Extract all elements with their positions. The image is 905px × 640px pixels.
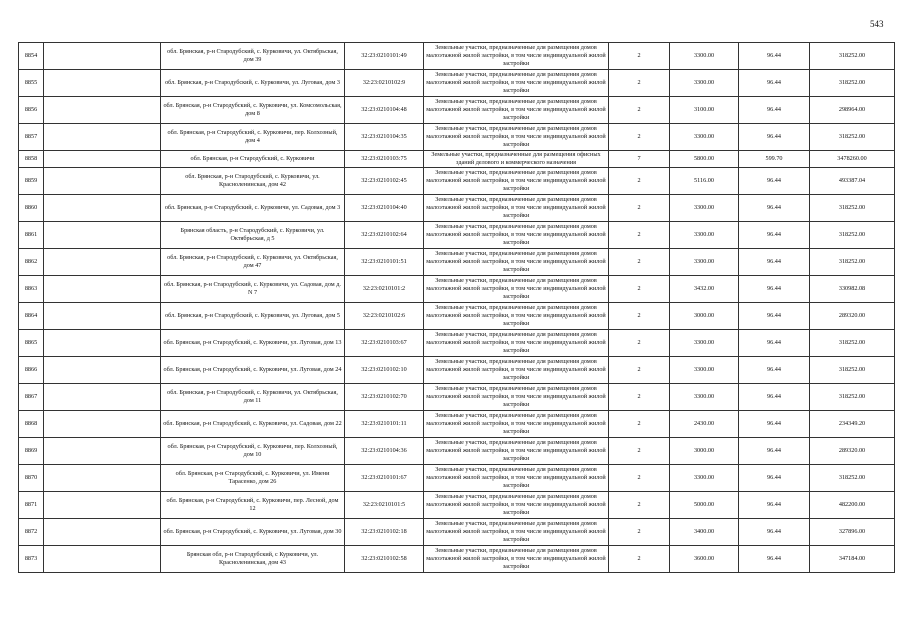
use-category-cell: 2	[609, 411, 670, 438]
permitted-use-cell: Земельные участки, предназначенные для размещения домов малоэтажной жилой застройки, в том числе индивидуальной жилой застройки	[424, 195, 609, 222]
address-cell: обл. Брянская, р-н Стародубский, с. Курковичи, пер. Лесной, дом 12	[161, 492, 345, 519]
specific-value-cell: 96.44	[739, 492, 810, 519]
address-cell: обл. Брянская, р-н Стародубский, с. Курковичи, ул. Луговая, дом 24	[161, 357, 345, 384]
row-number: 8866	[19, 357, 44, 384]
row-number: 8857	[19, 124, 44, 151]
address-cell: обл. Брянская, р-н Стародубский, с. Курковичи, пер. Колхозный, дом 10	[161, 438, 345, 465]
permitted-use-cell: Земельные участки, предназначенные для размещения домов малоэтажной жилой застройки, в том числе индивидуальной жилой застройки	[424, 43, 609, 70]
empty-cell	[44, 465, 161, 492]
permitted-use-cell: Земельные участки, предназначенные для размещения домов малоэтажной жилой застройки, в том числе индивидуальной жилой застройки	[424, 249, 609, 276]
cadastral-value-cell: 482200.00	[810, 492, 895, 519]
cadastral-number-cell: 32:23:0210102:6	[345, 303, 424, 330]
row-number: 8856	[19, 97, 44, 124]
area-cell: 3100.00	[670, 97, 739, 124]
permitted-use-cell: Земельные участки, предназначенные для размещения домов малоэтажной жилой застройки, в том числе индивидуальной жилой застройки	[424, 124, 609, 151]
empty-cell	[44, 124, 161, 151]
area-cell: 3300.00	[670, 465, 739, 492]
empty-cell	[44, 276, 161, 303]
use-category-cell: 2	[609, 249, 670, 276]
row-number: 8869	[19, 438, 44, 465]
empty-cell	[44, 195, 161, 222]
area-cell: 3300.00	[670, 249, 739, 276]
cadastral-value-cell: 289320.00	[810, 438, 895, 465]
table-row	[19, 438, 895, 465]
row-number: 8864	[19, 303, 44, 330]
use-category-cell: 2	[609, 195, 670, 222]
table-row	[19, 222, 895, 249]
specific-value-cell: 96.44	[739, 276, 810, 303]
land-registry-table	[18, 42, 895, 573]
specific-value-cell: 96.44	[739, 438, 810, 465]
table-row	[19, 195, 895, 222]
address-cell: обл. Брянская, р-н Стародубский, с. Курковичи, ул. Луговая, дом 30	[161, 519, 345, 546]
cadastral-number-cell: 32:23:0210103:67	[345, 330, 424, 357]
use-category-cell: 2	[609, 519, 670, 546]
use-category-cell: 2	[609, 43, 670, 70]
registry-table-body	[19, 43, 895, 573]
row-number: 8873	[19, 546, 44, 573]
use-category-cell: 2	[609, 357, 670, 384]
table-row	[19, 330, 895, 357]
row-number: 8867	[19, 384, 44, 411]
cadastral-value-cell: 327896.00	[810, 519, 895, 546]
area-cell: 2430.00	[670, 411, 739, 438]
area-cell: 3000.00	[670, 438, 739, 465]
use-category-cell: 2	[609, 492, 670, 519]
cadastral-number-cell: 32:23:0210104:35	[345, 124, 424, 151]
address-cell: обл. Брянская, р-н Стародубский, с. Курковичи, ул. Комсомольская, дом 8	[161, 97, 345, 124]
specific-value-cell: 96.44	[739, 124, 810, 151]
row-number: 8854	[19, 43, 44, 70]
table-row	[19, 151, 895, 168]
empty-cell	[44, 222, 161, 249]
address-cell: обл. Брянская, р-н Стародубский, с. Курковичи, ул. Садовая, дом 3	[161, 195, 345, 222]
cadastral-value-cell: 318252.00	[810, 124, 895, 151]
cadastral-value-cell: 234349.20	[810, 411, 895, 438]
empty-cell	[44, 330, 161, 357]
area-cell: 3300.00	[670, 195, 739, 222]
specific-value-cell: 96.44	[739, 222, 810, 249]
permitted-use-cell: Земельные участки, предназначенные для размещения домов малоэтажной жилой застройки, в том числе индивидуальной жилой застройки	[424, 276, 609, 303]
cadastral-value-cell: 318252.00	[810, 70, 895, 97]
use-category-cell: 2	[609, 303, 670, 330]
address-cell: обл. Брянская, р-н Стародубский, с. Курковичи, ул. Имени Тарасенко, дом 26	[161, 465, 345, 492]
table-row	[19, 411, 895, 438]
table-row	[19, 384, 895, 411]
table-row	[19, 519, 895, 546]
cadastral-value-cell: 3478260.00	[810, 151, 895, 168]
cadastral-value-cell: 318252.00	[810, 43, 895, 70]
area-cell: 3600.00	[670, 546, 739, 573]
table-row	[19, 97, 895, 124]
permitted-use-cell: Земельные участки, предназначенные для размещения домов малоэтажной жилой застройки, в том числе индивидуальной жилой застройки	[424, 465, 609, 492]
specific-value-cell: 96.44	[739, 330, 810, 357]
permitted-use-cell: Земельные участки, предназначенные для размещения домов малоэтажной жилой застройки, в том числе индивидуальной жилой застройки	[424, 330, 609, 357]
cadastral-value-cell: 298964.00	[810, 97, 895, 124]
table-row	[19, 357, 895, 384]
use-category-cell: 2	[609, 546, 670, 573]
address-cell: обл. Брянская, р-н Стародубский, с. Курковичи, ул. Октябрьская, дом 11	[161, 384, 345, 411]
specific-value-cell: 96.44	[739, 249, 810, 276]
permitted-use-cell: Земельные участки, предназначенные для размещения домов малоэтажной жилой застройки, в том числе индивидуальной жилой застройки	[424, 546, 609, 573]
area-cell: 3432.00	[670, 276, 739, 303]
cadastral-value-cell: 318252.00	[810, 384, 895, 411]
address-cell: обл. Брянская, р-н Стародубский, с. Курковичи, ул. Луговая, дом 13	[161, 330, 345, 357]
empty-cell	[44, 97, 161, 124]
empty-cell	[44, 492, 161, 519]
cadastral-number-cell: 32:23:0210102:9	[345, 70, 424, 97]
area-cell: 5800.00	[670, 151, 739, 168]
address-cell: обл. Брянская, р-н Стародубский, с. Курковичи, ул. Садовая, дом 22	[161, 411, 345, 438]
cadastral-number-cell: 32:23:0210104:48	[345, 97, 424, 124]
use-category-cell: 2	[609, 168, 670, 195]
area-cell: 3000.00	[670, 303, 739, 330]
table-row	[19, 492, 895, 519]
row-number: 8855	[19, 70, 44, 97]
cadastral-number-cell: 32:23:0210101:67	[345, 465, 424, 492]
table-row	[19, 465, 895, 492]
table-row	[19, 70, 895, 97]
cadastral-number-cell: 32:23:0210101:51	[345, 249, 424, 276]
cadastral-number-cell: 32:23:0210102:45	[345, 168, 424, 195]
permitted-use-cell: Земельные участки, предназначенные для размещения домов малоэтажной жилой застройки, в том числе индивидуальной жилой застройки	[424, 411, 609, 438]
empty-cell	[44, 151, 161, 168]
cadastral-value-cell: 318252.00	[810, 330, 895, 357]
cadastral-number-cell: 32:23:0210104:36	[345, 438, 424, 465]
row-number: 8872	[19, 519, 44, 546]
cadastral-number-cell: 32:23:0210102:58	[345, 546, 424, 573]
cadastral-value-cell: 318252.00	[810, 249, 895, 276]
permitted-use-cell: Земельные участки, предназначенные для размещения домов малоэтажной жилой застройки, в том числе индивидуальной жилой застройки	[424, 303, 609, 330]
row-number: 8871	[19, 492, 44, 519]
table-row	[19, 168, 895, 195]
area-cell: 3300.00	[670, 124, 739, 151]
area-cell: 3300.00	[670, 330, 739, 357]
use-category-cell: 2	[609, 276, 670, 303]
area-cell: 3300.00	[670, 357, 739, 384]
specific-value-cell: 96.44	[739, 43, 810, 70]
cadastral-number-cell: 32:23:0210102:18	[345, 519, 424, 546]
specific-value-cell: 96.44	[739, 384, 810, 411]
permitted-use-cell: Земельные участки, предназначенные для размещения домов малоэтажной жилой застройки, в том числе индивидуальной жилой застройки	[424, 519, 609, 546]
specific-value-cell: 96.44	[739, 411, 810, 438]
area-cell: 3300.00	[670, 384, 739, 411]
permitted-use-cell: Земельные участки, предназначенные для размещения офисных зданий делового и коммерческого назначения	[424, 151, 609, 168]
cadastral-value-cell: 289320.00	[810, 303, 895, 330]
address-cell: Брянская обл, р-н Стародубский, с Курковичи, ул. Красноленинская, дом 43	[161, 546, 345, 573]
permitted-use-cell: Земельные участки, предназначенные для размещения домов малоэтажной жилой застройки, в том числе индивидуальной жилой застройки	[424, 97, 609, 124]
use-category-cell: 2	[609, 222, 670, 249]
row-number: 8865	[19, 330, 44, 357]
cadastral-number-cell: 32:23:0210104:40	[345, 195, 424, 222]
row-number: 8868	[19, 411, 44, 438]
empty-cell	[44, 519, 161, 546]
address-cell: обл. Брянская, р-н Стародубский, с. Курковичи, ул. Октябрьская, дом 39	[161, 43, 345, 70]
use-category-cell: 2	[609, 384, 670, 411]
specific-value-cell: 96.44	[739, 195, 810, 222]
permitted-use-cell: Земельные участки, предназначенные для размещения домов малоэтажной жилой застройки, в том числе индивидуальной жилой застройки	[424, 222, 609, 249]
cadastral-number-cell: 32:23:0210101:11	[345, 411, 424, 438]
table-row	[19, 43, 895, 70]
cadastral-value-cell: 330982.08	[810, 276, 895, 303]
empty-cell	[44, 357, 161, 384]
use-category-cell: 2	[609, 124, 670, 151]
cadastral-number-cell: 32:23:0210101:5	[345, 492, 424, 519]
specific-value-cell: 96.44	[739, 519, 810, 546]
use-category-cell: 7	[609, 151, 670, 168]
address-cell: Брянская область, р-н Стародубский, с. Курковичи, ул. Октябрьская, д 5	[161, 222, 345, 249]
specific-value-cell: 96.44	[739, 465, 810, 492]
use-category-cell: 2	[609, 97, 670, 124]
table-row	[19, 276, 895, 303]
area-cell: 3300.00	[670, 70, 739, 97]
area-cell: 3300.00	[670, 222, 739, 249]
table-row	[19, 124, 895, 151]
cadastral-value-cell: 318252.00	[810, 465, 895, 492]
cadastral-number-cell: 32:23:0210101:49	[345, 43, 424, 70]
specific-value-cell: 96.44	[739, 168, 810, 195]
specific-value-cell: 96.44	[739, 70, 810, 97]
row-number: 8870	[19, 465, 44, 492]
cadastral-value-cell: 318252.00	[810, 195, 895, 222]
cadastral-value-cell: 347184.00	[810, 546, 895, 573]
row-number: 8860	[19, 195, 44, 222]
empty-cell	[44, 70, 161, 97]
permitted-use-cell: Земельные участки, предназначенные для размещения домов малоэтажной жилой застройки, в том числе индивидуальной жилой застройки	[424, 357, 609, 384]
permitted-use-cell: Земельные участки, предназначенные для размещения домов малоэтажной жилой застройки, в том числе индивидуальной жилой застройки	[424, 492, 609, 519]
specific-value-cell: 96.44	[739, 357, 810, 384]
cadastral-number-cell: 32:23:0210103:75	[345, 151, 424, 168]
address-cell: обл. Брянская, р-н Стародубский, с. Курковичи, пер. Колхозный, дом 4	[161, 124, 345, 151]
row-number: 8861	[19, 222, 44, 249]
use-category-cell: 2	[609, 438, 670, 465]
cadastral-number-cell: 32:23:0210102:70	[345, 384, 424, 411]
permitted-use-cell: Земельные участки, предназначенные для размещения домов малоэтажной жилой застройки, в том числе индивидуальной жилой застройки	[424, 438, 609, 465]
cadastral-number-cell: 32:23:0210101:2	[345, 276, 424, 303]
row-number: 8858	[19, 151, 44, 168]
permitted-use-cell: Земельные участки, предназначенные для размещения домов малоэтажной жилой застройки, в том числе индивидуальной жилой застройки	[424, 168, 609, 195]
row-number: 8862	[19, 249, 44, 276]
specific-value-cell: 96.44	[739, 97, 810, 124]
cadastral-value-cell: 318252.00	[810, 357, 895, 384]
empty-cell	[44, 546, 161, 573]
cadastral-number-cell: 32:23:0210102:64	[345, 222, 424, 249]
use-category-cell: 2	[609, 70, 670, 97]
empty-cell	[44, 438, 161, 465]
address-cell: обл. Брянская, р-н Стародубский, с. Курковичи, ул. Октябрьская, дом 47	[161, 249, 345, 276]
cadastral-value-cell: 493387.04	[810, 168, 895, 195]
address-cell: обл. Брянская, р-н Стародубский, с. Курковичи, ул. Садовая, дом д. N 7	[161, 276, 345, 303]
empty-cell	[44, 249, 161, 276]
empty-cell	[44, 303, 161, 330]
empty-cell	[44, 411, 161, 438]
address-cell: обл. Брянская, р-н Стародубский, с. Курковичи, ул. Красноленинская, дом 42	[161, 168, 345, 195]
specific-value-cell: 599.70	[739, 151, 810, 168]
table-row	[19, 546, 895, 573]
specific-value-cell: 96.44	[739, 546, 810, 573]
cadastral-value-cell: 318252.00	[810, 222, 895, 249]
cadastral-number-cell: 32:23:0210102:10	[345, 357, 424, 384]
empty-cell	[44, 43, 161, 70]
use-category-cell: 2	[609, 465, 670, 492]
empty-cell	[44, 384, 161, 411]
page-number: 543	[870, 19, 884, 29]
table-row	[19, 303, 895, 330]
table-row	[19, 249, 895, 276]
use-category-cell: 2	[609, 330, 670, 357]
area-cell: 5000.00	[670, 492, 739, 519]
area-cell: 3400.00	[670, 519, 739, 546]
address-cell: обл. Брянская, р-н Стародубский, с. Курковичи	[161, 151, 345, 168]
area-cell: 3300.00	[670, 43, 739, 70]
row-number: 8859	[19, 168, 44, 195]
permitted-use-cell: Земельные участки, предназначенные для размещения домов малоэтажной жилой застройки, в том числе индивидуальной жилой застройки	[424, 70, 609, 97]
row-number: 8863	[19, 276, 44, 303]
permitted-use-cell: Земельные участки, предназначенные для размещения домов малоэтажной жилой застройки, в том числе индивидуальной жилой застройки	[424, 384, 609, 411]
area-cell: 5116.00	[670, 168, 739, 195]
empty-cell	[44, 168, 161, 195]
address-cell: обл. Брянская, р-н Стародубский, с. Курковичи, ул. Луговая, дом 5	[161, 303, 345, 330]
address-cell: обл. Брянская, р-н Стародубский, с. Курковичи, ул. Луговая, дом 3	[161, 70, 345, 97]
specific-value-cell: 96.44	[739, 303, 810, 330]
